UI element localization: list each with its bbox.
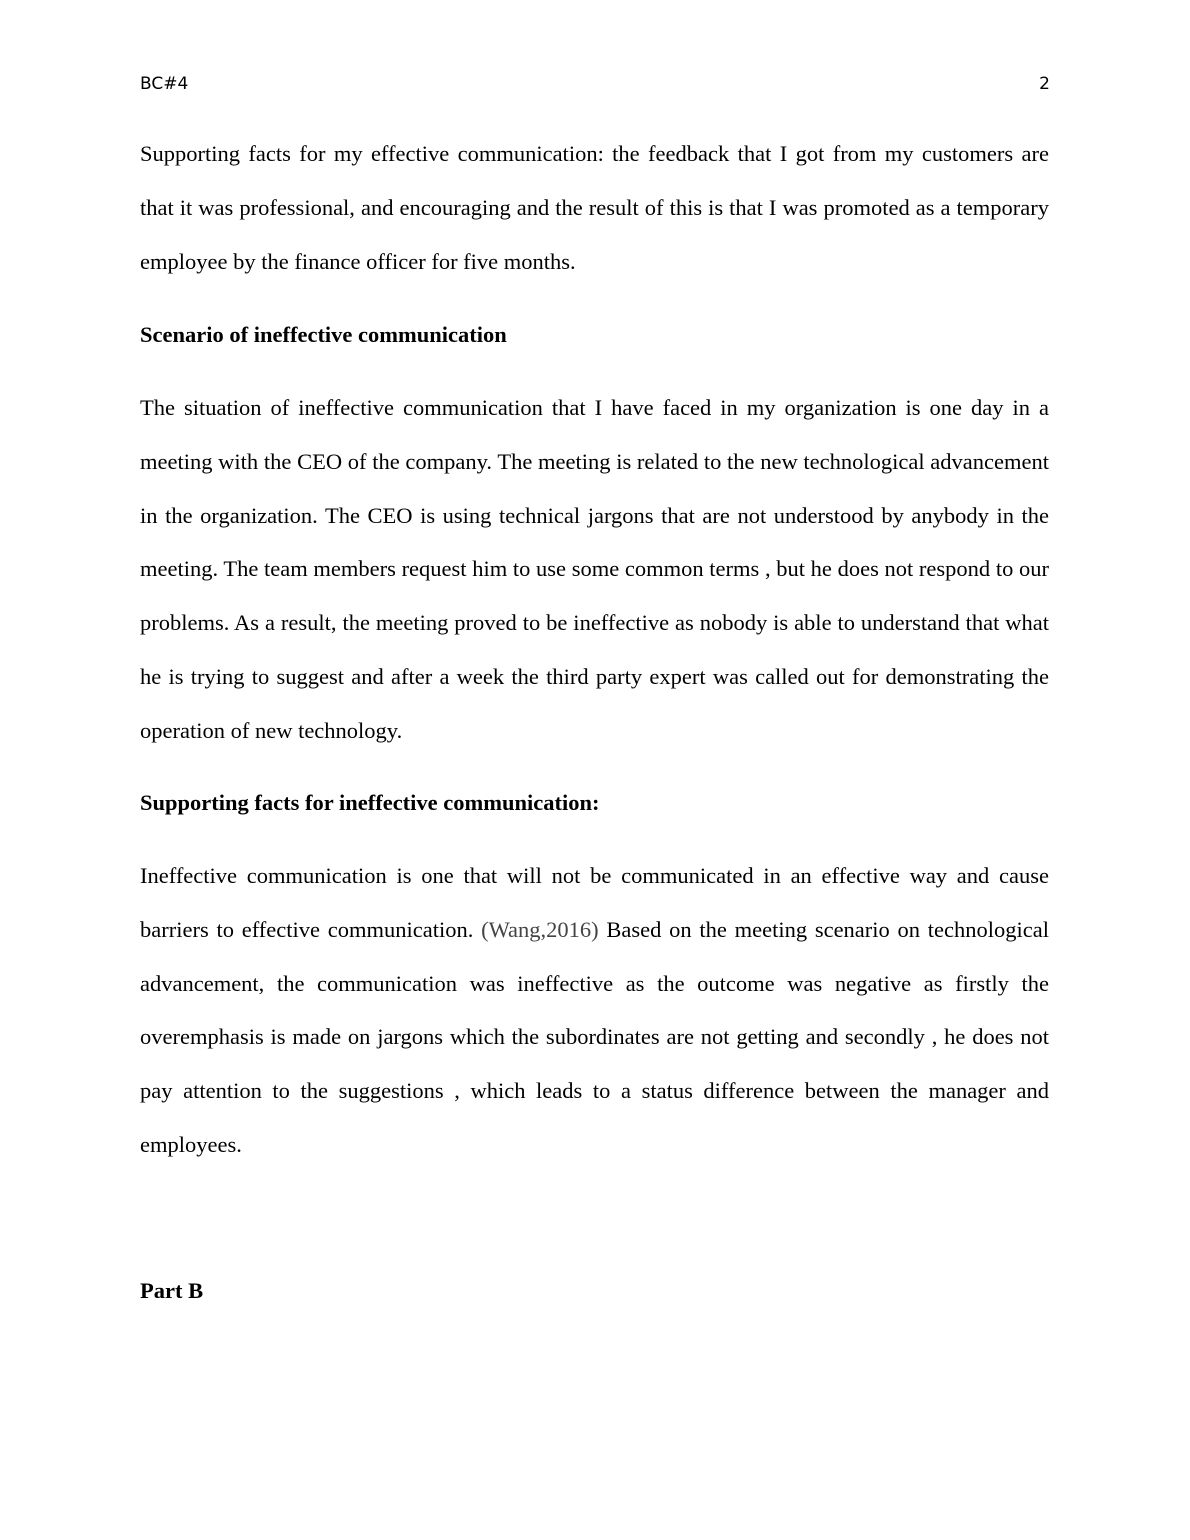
ineffective-support-text-part1: Ineffective communication is one that will not be communicated in an effective way and cause barriers to effective communication. <box>140 863 1049 942</box>
ineffective-scenario-paragraph: The situation of ineffective communication that I have faced in my organization is one day in a meeting with the CEO of the company. The meeting is related to the new technological advancement in the organization. The CEO is using technical jargons that are not understood by anybody in the meeting. The team members request him to use some common terms , but he does not respond to our problems. As a result, the meeting proved to be ineffective as nobody is able to understand that what he is trying to suggest and after a week the third party expert was called out for demonstrating the operation of new technology. <box>140 395 1049 743</box>
ineffective-support-paragraph <box>140 849 1049 1172</box>
page-header <box>140 72 1050 96</box>
ineffective-scenario-heading: Scenario of ineffective communication <box>140 322 507 347</box>
effective-support-paragraph: Supporting facts for my effective communication: the feedback that I got from my customers are that it was professional, and encouraging and the result of this is that I was promoted as a temporary employee by the finance officer for five months. <box>140 141 1049 274</box>
part-b-heading: Part B <box>140 1278 204 1303</box>
ineffective-support-heading: Supporting facts for ineffective communication: <box>140 790 600 815</box>
page-number: 2 <box>1039 74 1050 94</box>
citation: (Wang,2016) <box>481 916 599 942</box>
running-head: BC#4 <box>140 74 189 94</box>
ineffective-support-text-part2: Based on the meeting scenario on technological advancement, the communication was ineffective as the outcome was negative as firstly the overemphasis is made on jargons which the subordinates are not getting and secondly , he does not pay attention to the suggestions , which leads to a status difference between the manager and employees. <box>140 916 1049 1157</box>
